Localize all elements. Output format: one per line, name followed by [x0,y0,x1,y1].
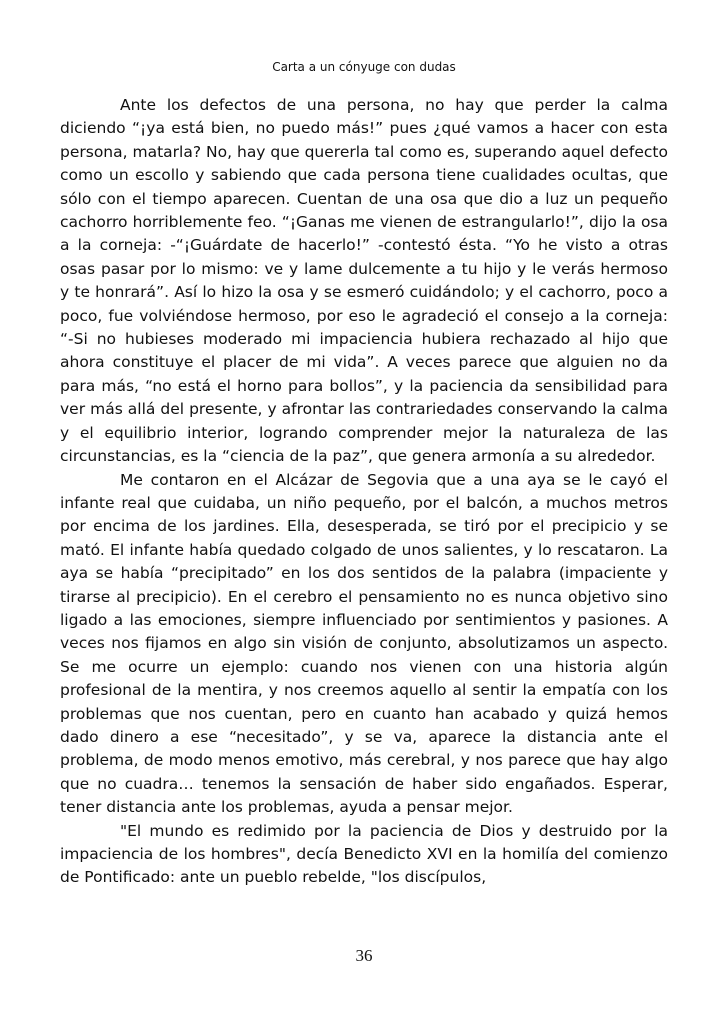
paragraph: Ante los defectos de una persona, no hay que perder la calma diciendo “¡ya está bien, no puedo más!” pues ¿qué vamos a hacer con esta persona, matarla? No, hay que quererla tal como es, superando aquel defecto como un escollo y sabiendo que cada persona tiene cualidades ocultas, que sólo con el tiempo aparecen. Cuentan de una osa que dio a luz un pequeño cachorro horriblemente feo. “¡Ganas me vienen de estrangularlo!”, dijo la osa a la corneja: -“¡Guárdate de hacerlo!” -contestó ésta. “Yo he visto a otras osas pasar por lo mismo: ve y lame dulcemente a tu hijo y le verás hermoso y te honrará”. Así lo hizo la osa y se esmeró cuidándolo; y el cachorro, poco a poco, fue volviéndose hermoso, por eso le agradeció el consejo a la corneja: “-Si no hubieses moderado mi impaciencia hubiera rechazado al hijo que ahora constituye el placer de mi vida”. A veces parece que alguien no da para más, “no está el horno para bollos”, y la paciencia da sensibilidad para ver más allá del presente, y afrontar las contrariedades conservando la calma y el equilibrio interior, logrando comprender mejor la naturaleza de las circunstancias, es la “ciencia de la paz”, que genera armonía a su alrededor. [60,96,668,466]
paragraph: "El mundo es redimido por la paciencia de Dios y destruido por la impaciencia de los hombres", decía Benedicto XVI en la homilía del comienzo de Pontificado: ante un pueblo rebelde, "los discípulos, [60,821,668,887]
running-header: Carta a un cónyuge con dudas [272,60,456,74]
body-text [60,94,668,890]
paragraph: Me contaron en el Alcázar de Segovia que a una aya se le cayó el infante real que cuidaba, un niño pequeño, por el balcón, a muchos metros por encima de los jardines. Ella, desesperada, se tiró por el precipicio y se mató. El infante había quedado colgado de unos salientes, y lo rescataron. La aya se había “precipitado” en los dos sentidos de la palabra (impaciente y tirarse al precipicio). En el cerebro el pensamiento no es nunca objetivo sino ligado a las emociones, siempre influenciado por sentimientos y pasiones. A veces nos fijamos en algo sin visión de conjunto, absolutizamos un aspecto. Se me ocurre un ejemplo: cuando nos vienen con una historia algún profesional de la mentira, y nos creemos aquello al sentir la empatía con los problemas que nos cuentan, pero en cuanto han acabado y quizá hemos dado dinero a ese “necesitado”, y se va, aparece la distancia ante el problema, de modo menos emotivo, más cerebral, y nos parece que hay algo que no cuadra… tenemos la sensación de haber sido engañados. Esperar, tener distancia ante los problemas, ayuda a pensar mejor. [60,470,668,817]
page-number: 36 [355,946,373,965]
